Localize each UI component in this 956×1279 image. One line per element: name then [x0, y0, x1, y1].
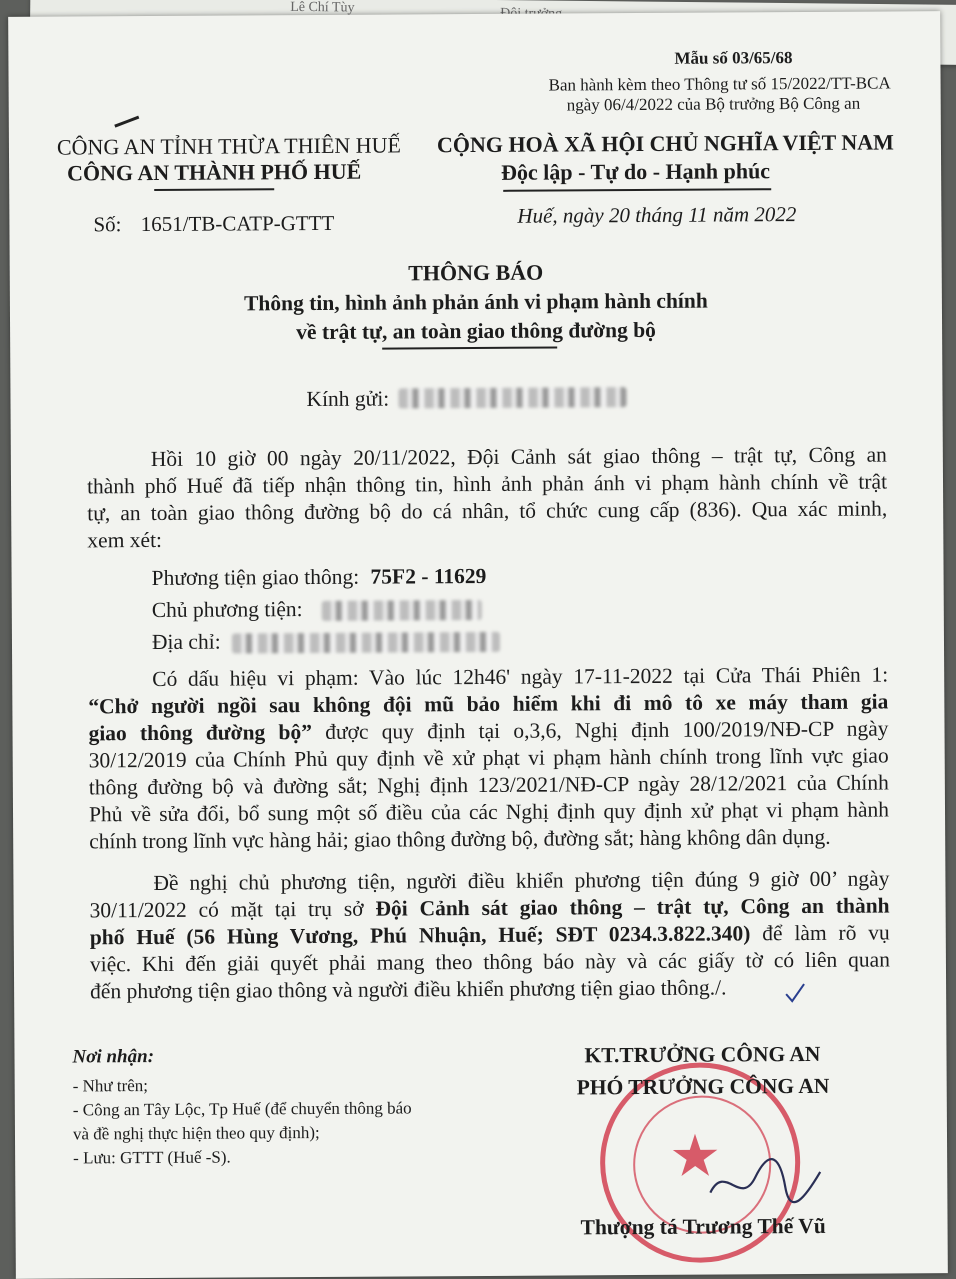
signature-line1: KT.TRƯỞNG CÔNG AN: [584, 1041, 821, 1068]
paragraph-1: [87, 441, 888, 554]
paragraph-fragment: được quy định tại o,3,6, Nghị định 100/2019/NĐ-CP ngày: [311, 716, 889, 745]
title-underline: [382, 347, 557, 350]
recipient-label: Kính gửi:: [306, 386, 390, 412]
recipients-list: [73, 1072, 412, 1170]
recipient-item: - Như trên;: [72, 1076, 149, 1096]
motto-underline: [503, 188, 771, 192]
checkmark-icon: [784, 982, 806, 1004]
paragraph-line: thành phố Huế đã tiếp nhận thông tin, hình ảnh phản ánh vi phạm hành chính về trật: [86, 469, 888, 499]
redacted-owner: [322, 600, 482, 621]
recipient-item: - Lưu: GTTT (Huế -S).: [73, 1147, 231, 1168]
form-issued-line1: Ban hành kèm theo Thông tư số 15/2022/TT-BCA: [548, 73, 891, 95]
office-name: Đội Cảnh sát giao thông – trật tự, Công an thành: [375, 893, 890, 921]
redacted-address: [232, 632, 500, 654]
place-date: Huế, ngày 20 tháng 11 năm 2022: [517, 202, 797, 228]
form-issued-line2: ngày 06/4/2022 của Bộ trưởng Bộ Công an: [566, 93, 861, 115]
pen-mark: [113, 114, 143, 128]
address-label: Địa chỉ:: [151, 629, 221, 654]
vehicle-label: Phương tiện giao thông:: [151, 564, 360, 590]
handwritten-signature: [705, 1152, 825, 1213]
vehicle-plate: 75F2 - 11629: [370, 563, 487, 589]
paragraph-fragment: để làm rõ vụ: [750, 920, 890, 946]
paragraph-line: 30/12/2019 của Chính Phủ quy định về xử phạt vi phạm hành chính trong lĩnh vực giao: [88, 743, 889, 773]
form-number: Mẫu số 03/65/68: [674, 48, 793, 68]
paragraph-line: chính trong lĩnh vực hàng hải; giao thông đường bộ, đường sắt; hàng không dân dụng.: [89, 824, 831, 854]
document-page: [8, 11, 948, 1279]
recipient-item: và đề nghị thực hiện theo quy định);: [72, 1122, 320, 1144]
paragraph-fragment: 30/11/2022 có mặt tại trụ sở: [89, 896, 376, 923]
underlying-text: Lê Chí Tùy: [290, 0, 355, 16]
doc-subtitle-1: Thông tin, hình ảnh phản ánh vi phạm hành chính: [243, 288, 708, 316]
recipients-title: Nơi nhận:: [72, 1045, 155, 1068]
country-name: CỘNG HOÀ XÃ HỘI CHỦ NGHĨA VIỆT NAM: [436, 129, 894, 158]
paragraph-3: [89, 865, 890, 1005]
paragraph-line: đến phương tiện giao thông và người điều khiển phương tiện giao thông./.: [90, 975, 727, 1004]
doc-number-label: Số:: [93, 212, 122, 237]
paragraph-line: Hồi 10 giờ 00 ngày 20/11/2022, Đội Cảnh sát giao thông – trật tự, Công an: [150, 442, 887, 471]
signature-line2: PHÓ TRƯỞNG CÔNG AN: [576, 1073, 830, 1100]
violation-tail: giao thông đường bộ”: [88, 720, 313, 746]
office-address: phố Huế (56 Hùng Vương, Phú Nhuận, Huế; SĐT 0234.3.822.340): [89, 921, 751, 950]
paragraph-2: [88, 661, 889, 855]
redacted-recipient: [398, 387, 626, 408]
vehicle-row: [152, 564, 487, 591]
paragraph-line: việc. Khi đến giải quyết phải mang theo thông báo này và các giấy tờ có liên quan: [89, 947, 891, 977]
paragraph-line: Đề nghị chủ phương tiện, người điều khiển phương tiện đúng 9 giờ 00’ ngày: [153, 866, 890, 895]
doc-number: 1651/TB-CATP-GTTT: [140, 210, 335, 237]
doc-title: THÔNG BÁO: [408, 259, 544, 286]
org-underline: [154, 188, 274, 191]
paragraph-line-bold: “Chở người ngồi sau không đội mũ bảo hiểm khi đi mô tô xe máy tham gia: [88, 689, 889, 719]
org-line1: CÔNG AN TỈNH THỪA THIÊN HUẾ: [56, 132, 402, 160]
paragraph-line: Có dấu hiệu vi phạm: Vào lúc 12h46' ngày 17-11-2022 tại Cửa Thái Phiên 1:: [152, 662, 889, 691]
paragraph-line: xem xét:: [87, 527, 163, 553]
paragraph-line: tự, an toàn giao thông đường bộ do cá nhân, tổ chức cung cấp (836). Qua xác minh,: [87, 496, 888, 526]
paragraph-line: thông đường bộ và đường sắt; Nghị định 123/2021/NĐ-CP ngày 28/12/2021 của Chính: [88, 770, 889, 800]
owner-label: Chủ phương tiện:: [151, 597, 303, 622]
doc-number-row: [93, 211, 334, 237]
org-line2: CÔNG AN THÀNH PHỐ HUẾ: [67, 158, 362, 186]
doc-subtitle-2: về trật tự, an toàn giao thông đường bộ: [296, 317, 656, 345]
star-icon: ★: [668, 1123, 722, 1189]
recipient-item: - Công an Tây Lộc, Tp Huế (để chuyển thông báo: [72, 1098, 412, 1120]
paragraph-line: Phủ về sửa đổi, bổ sung một số điều của các Nghị định quy định xử phạt vi phạm hành: [88, 797, 890, 827]
signer-name: Thượng tá Trương Thế Vũ: [580, 1213, 826, 1240]
motto: Độc lập - Tự do - Hạnh phúc: [501, 158, 771, 185]
